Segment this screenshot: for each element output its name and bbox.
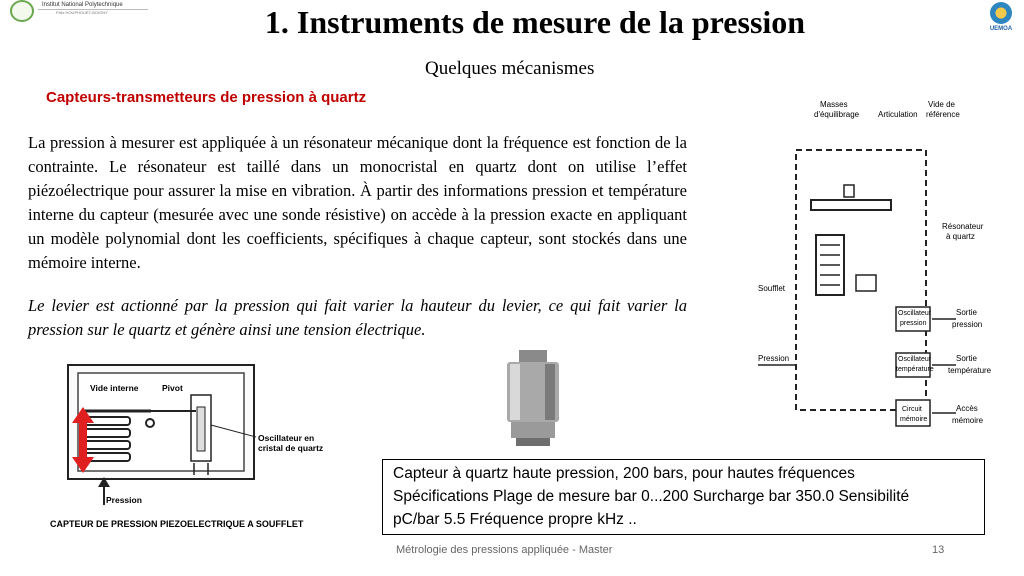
footer-text: Métrologie des pressions appliquée - Master <box>396 544 613 556</box>
label-equilibrage: d'équilibrage <box>814 110 860 119</box>
slide-title: 1. Instruments de mesure de la pression <box>264 4 806 40</box>
quartz-sensor-photo <box>440 322 626 456</box>
label-a-quartz: à quartz <box>946 232 975 241</box>
label-cristal: cristal de quartz <box>258 443 324 453</box>
bellows-sensor-diagram <box>46 355 346 537</box>
label-pression: Pression <box>106 495 142 505</box>
label-osc-pression-1: Oscillateur <box>898 310 932 317</box>
caption-line-3: pC/bar 5.5 Fréquence propre kHz .. <box>393 511 637 528</box>
body-paragraph-italic: Le levier est actionné par la pression qui fait varier la hauteur du levier, ce qui fait varier la pression sur le quartz et génère ainsi une tension électrique. <box>28 296 687 339</box>
label-acces-1: Accès <box>956 404 978 413</box>
lever <box>811 200 891 210</box>
caption-line-1: Capteur à quartz haute pression, 200 bars, pour hautes fréquences <box>393 465 855 482</box>
label-oscillateur: Oscillateur en <box>258 433 315 443</box>
label-sortie-pression-1: Sortie <box>956 308 977 317</box>
label-resonateur: Résonateur <box>942 222 984 231</box>
body-paragraph: La pression à mesurer est appliquée à un résonateur mécanique dont la fréquence est fonction de la contrainte. Le résonateur est taillé dans un monocristal en quartz dont on utilise l’effet piézoélectrique pour assurer la mise en vibration. À partir des informations pression et température interne du capteur (mesurée avec une sonde résistive) on accède à la pression exacte en appliquant un modèle polynomial dont les coefficients, spécifiques à chaque capteur, sont stockés dans une mémoire interne. <box>28 133 687 272</box>
label-vide-interne: Vide interne <box>90 383 139 393</box>
label-circuit: Circuit <box>902 406 922 413</box>
label-osc-temp-2: température <box>896 366 934 373</box>
label-sortie-pression-2: pression <box>952 320 983 329</box>
institution-name: Institut National Polytechnique <box>42 2 123 8</box>
institution-subname: Félix HOUPHOUËT-BOIGNY <box>56 10 108 15</box>
label-osc-pression-2: pression <box>900 320 927 327</box>
label-articulation: Articulation <box>878 110 918 119</box>
label-vide-de: Vide de <box>928 100 955 109</box>
label-soufflet: Soufflet <box>758 284 785 293</box>
label-osc-temp-1: Oscillateur <box>898 356 932 363</box>
label-acces-2: mémoire <box>952 416 984 425</box>
mass <box>844 185 854 197</box>
label-masses: Masses <box>820 100 848 109</box>
label-sortie-temp-1: Sortie <box>956 354 977 363</box>
caption-line-2: Spécifications Plage de mesure bar 0...200 Surcharge bar 350.0 Sensibilité <box>393 488 910 505</box>
uemoa-logo-text: UEMOA <box>989 26 1013 32</box>
label-pivot: Pivot <box>162 383 183 393</box>
quartz-resonator-diagram <box>756 95 996 445</box>
slide-subtitle: Quelques mécanismes <box>425 58 595 79</box>
label-sortie-temp-2: température <box>948 366 992 375</box>
page-number: 13 <box>932 544 945 556</box>
resonator-box <box>856 275 876 291</box>
label-pression: Pression <box>758 354 790 363</box>
diagram-caption: CAPTEUR DE PRESSION PIEZOELECTRIQUE A SOUFFLET <box>50 519 304 529</box>
label-reference: référence <box>926 110 960 119</box>
sensor-caption-box <box>382 459 985 535</box>
section-heading: Capteurs-transmetteurs de pression à quartz <box>46 89 367 106</box>
quartz-crystal <box>197 407 205 451</box>
pivot-point <box>146 419 154 427</box>
label-memoire: mémoire <box>900 416 928 423</box>
